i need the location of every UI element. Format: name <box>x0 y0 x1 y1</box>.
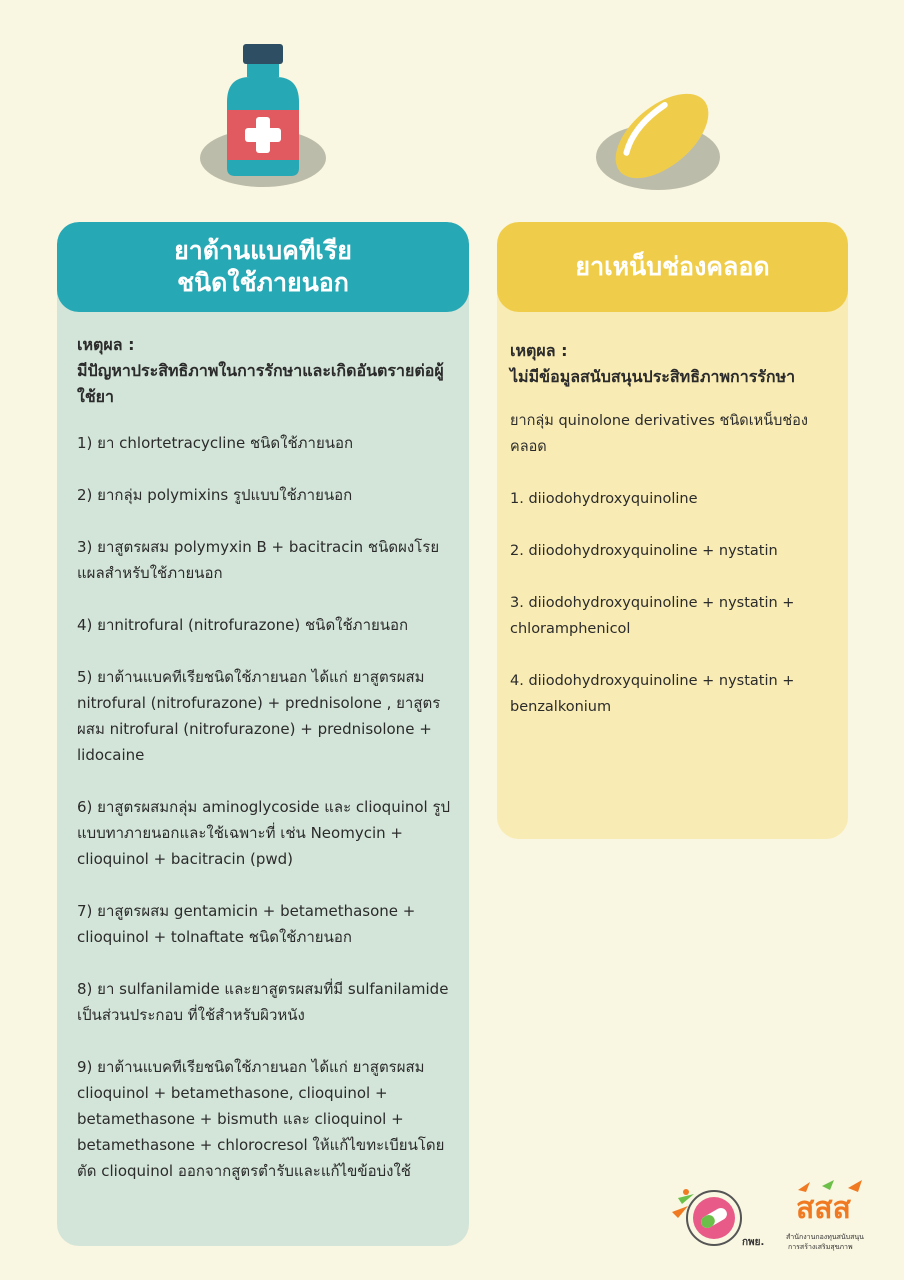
fda-logo-label: กพย. <box>742 1237 765 1248</box>
list-item: 4) ยาnitrofural (nitrofurazone) ชนิดใช้ภายนอก <box>77 616 409 634</box>
left-card-title-line2: ชนิดใช้ภายนอก <box>177 268 349 297</box>
list-item: 2. diiodohydroxyquinoline + nystatin <box>510 543 778 559</box>
list-item: 1) ยา chlortetracycline ชนิดใช้ภายนอก <box>77 434 354 452</box>
left-reason-text: มีปัญหาประสิทธิภาพในการรักษาและเกิดอันตรายต่อผู้ใช้ยา <box>77 361 444 406</box>
medicine-bottle-icon <box>200 44 330 194</box>
list-item: 8) ยา sulfanilamide และยาสูตรผสมที่มี sulfanilamide เป็นส่วนประกอบ ที่ใช้สำหรับผิวหนัง <box>77 980 449 1024</box>
right-reason-label: เหตุผล : <box>510 341 568 360</box>
list-item: 3) ยาสูตรผสม polymyxin B + bacitracin ชนิดผงโรยแผลสำหรับใช้ภายนอก <box>77 538 440 582</box>
right-card-body <box>497 312 848 720</box>
right-card-header <box>497 222 848 312</box>
right-reason <box>510 338 836 390</box>
list-item: 5) ยาต้านแบคทีเรียชนิดใช้ภายนอก ได้แก่ ยาสูตรผสม nitrofural (nitrofurazone) + prednisolone , ยาสูตรผสม nitrofural (nitrofurazone) + prednisolone + lidocaine <box>77 668 441 764</box>
vaginal-capsule-icon <box>596 66 726 196</box>
list-item: 4. diiodohydroxyquinoline + nystatin + benzalkonium <box>510 673 795 715</box>
list-item: 1. diiodohydroxyquinoline <box>510 491 698 507</box>
list-item: 9) ยาต้านแบคทีเรียชนิดใช้ภายนอก ได้แก่ ยาสูตรผสม clioquinol + betamethasone, clioquinol + betamethasone + bismuth และ clioquinol + betamethasone + chlorocresol ให้แก้ไขทะเบียนโดยตัด clioquinol ออกจากสูตรตำรับและแก้ไขข้อบ่งใช้ <box>77 1058 445 1180</box>
vaginal-suppository-card <box>497 222 848 839</box>
left-reason <box>77 332 453 410</box>
left-card-header <box>57 222 469 312</box>
list-item: 2) ยากลุ่ม polymixins รูปแบบใช้ภายนอก <box>77 486 353 504</box>
thaihealth-logo-line1: สำนักงานกองทุนสนับสนุน <box>786 1233 864 1241</box>
right-intro-text: ยากลุ่ม quinolone derivatives ชนิดเหน็บช่องคลอด <box>510 413 808 455</box>
right-reason-text: ไม่มีข้อมูลสนับสนุนประสิทธิภาพการรักษา <box>510 367 796 386</box>
list-item: 7) ยาสูตรผสม gentamicin + betamethasone + clioquinol + tolnaftate ชนิดใช้ภายนอก <box>77 902 416 946</box>
left-card-body <box>57 312 469 1184</box>
thaihealth-logo-line2: การสร้างเสริมสุขภาพ <box>788 1243 853 1251</box>
left-card-title-line1: ยาต้านแบคทีเรีย <box>174 236 352 265</box>
thaihealth-logo-mark: สสส <box>796 1191 851 1226</box>
external-antibacterial-card <box>57 222 469 1246</box>
list-item: 6) ยาสูตรผสมกลุ่ม aminoglycoside และ clioquinol รูปแบบทาภายนอกและใช้เฉพาะที่ เช่น Neomycin + clioquinol + bacitracin (pwd) <box>77 798 451 868</box>
list-item: 3. diiodohydroxyquinoline + nystatin + chloramphenicol <box>510 595 795 637</box>
right-card-title: ยาเหน็บช่องคลอด <box>575 252 770 281</box>
left-reason-label: เหตุผล : <box>77 335 135 354</box>
